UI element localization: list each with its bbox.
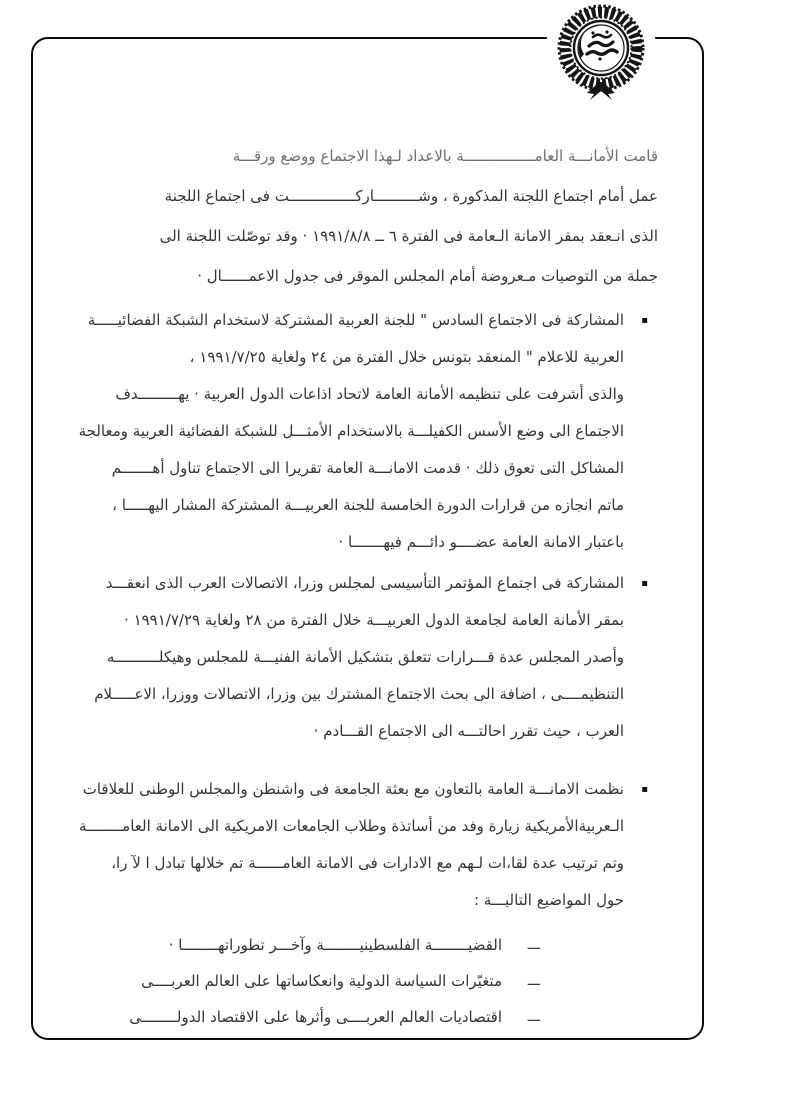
bullet-item-founding-conference xyxy=(58,565,658,750)
text-line: العربية للاعلام " المنعقد بتونس خلال الفترة من ٢٤ ولغاية ١٩٩١/٧/٢٥ ، xyxy=(189,348,624,366)
bullet-item-delegation-visit xyxy=(58,771,658,919)
bullet-text xyxy=(79,771,624,919)
text-line: والذى أشرفت على تنظيمه الأمانة العامة لاتحاد اذاعات الدول العربية · يهـــــــــدف xyxy=(115,385,624,403)
text-line: ماتم انجازه من قرارات الدورة الخامسة للجنة العربيـــة المشتركة المشار اليهـــــا ، xyxy=(112,496,624,514)
text-line: بمقر الأمانة العامة لجامعة الدول العربيـــة خلال الفترة من ٢٨ ولغاية ١٩٩١/٧/٢٩ · xyxy=(124,611,624,629)
list-item xyxy=(58,927,540,963)
dash-marker-icon: ـــ xyxy=(527,937,540,953)
bullet-marker-icon: ▪ xyxy=(641,315,648,326)
bullet-text xyxy=(94,565,624,750)
bullet-marker-icon: ▪ xyxy=(641,578,648,589)
bullet-item-meeting-six xyxy=(58,302,658,561)
text-line: المشاركة فى اجتماع المؤتمر التأسيسى لمجلس وزرا، الاتصالات العرب الذى انعقـــد xyxy=(105,574,624,592)
text-line: المشاكل التى تعوق ذلك · قدمت الامانـــة العامة تقريرا الى الاجتماع تناول أهـــــــم xyxy=(111,459,624,477)
text-line: القضيــــــــة الفلسطينيــــــــة وآخـــر تطوراتهــــــــا · xyxy=(168,936,502,954)
text-line: الذى انـعقد بمقر الامانة الـعامة فى الفترة ٦ ــ ١٩٩١/٨/٨ · وقد توصّلت اللجنة الى xyxy=(159,227,658,245)
dash-marker-icon: ـــ xyxy=(527,973,540,989)
text-line: حول المواضيع التاليـــة : xyxy=(473,891,624,909)
text-line: وأصدر المجلس عدة قـــرارات تتعلق بتشكيل الأمانة الفنيـــة للمجلس وهيكلــــــــــه xyxy=(106,648,624,666)
arab-league-emblem-icon xyxy=(543,2,659,102)
list-item xyxy=(58,999,540,1035)
text-line: التنظيمــــى ، اضافة الى بحث الاجتماع المشترك بين وزرا، الاتصالات ووزرا، الاعـــــلام xyxy=(94,685,624,703)
dash-marker-icon: ـــ xyxy=(527,1009,540,1025)
text-line: وتم ترتيب عدة لقا،ات لـهم مع الادارات فى الامانة العامــــــة تم خلالها تبادل ا لآ را، xyxy=(111,854,624,872)
text-line: اقتصاديات العالم العربــــى وأثرها على الاقتصاد الدولــــــــى xyxy=(129,1008,502,1026)
bullet-text xyxy=(79,302,624,561)
intro-paragraph xyxy=(58,136,658,296)
text-line: نظمت الامانـــة العامة بالتعاون مع بعثة الجامعة فى واشنطن والمجلس الوطنى للعلاقات xyxy=(82,780,624,798)
text-line: متغيّرات السياسة الدولية وانعكاساتها على العالم العربــــى xyxy=(141,972,502,990)
text-line: الاجتماع الى وضع الأسس الكفيلـــة بالاستخدام الأمثـــل للشبكة الفضائية العربية ومعالجة xyxy=(78,422,624,440)
text-line: باعتبار الامانة العامة عضــــو دائـــم فيهـــــــا · xyxy=(338,533,624,551)
text-line: العرب ، حيث تقرر احالتـــه الى الاجتماع القـــادم · xyxy=(313,722,624,740)
text-line: الـعربيةالأمريكية زيارة وفد من أساتذة وطلاب الجامعات الامريكية الى الامانة العامــــــــة xyxy=(78,817,624,835)
document-content xyxy=(58,136,658,1035)
topics-list xyxy=(58,927,540,1035)
list-item xyxy=(58,963,540,999)
text-line: قامت الأمانـــة العامــــــــــــــــة بالاعداد لـهذا الاجتماع ووضع ورقـــة xyxy=(232,147,658,165)
text-line: المشاركة فى الاجتماع السادس " للجنة العربية المشتركة لاستخدام الشبكة الفضائيـــــة xyxy=(87,311,624,329)
bullet-marker-icon: ▪ xyxy=(641,784,648,795)
text-line: عمل أمام اجتماع اللجنة المذكورة ، وشــــــــــاركـــــــــــــــت فى اجتماع اللجنة xyxy=(164,187,658,205)
text-line: جملة من التوصيات مـعروضة أمام المجلس الموقر فى جدول الاعمــــــال · xyxy=(197,267,658,285)
